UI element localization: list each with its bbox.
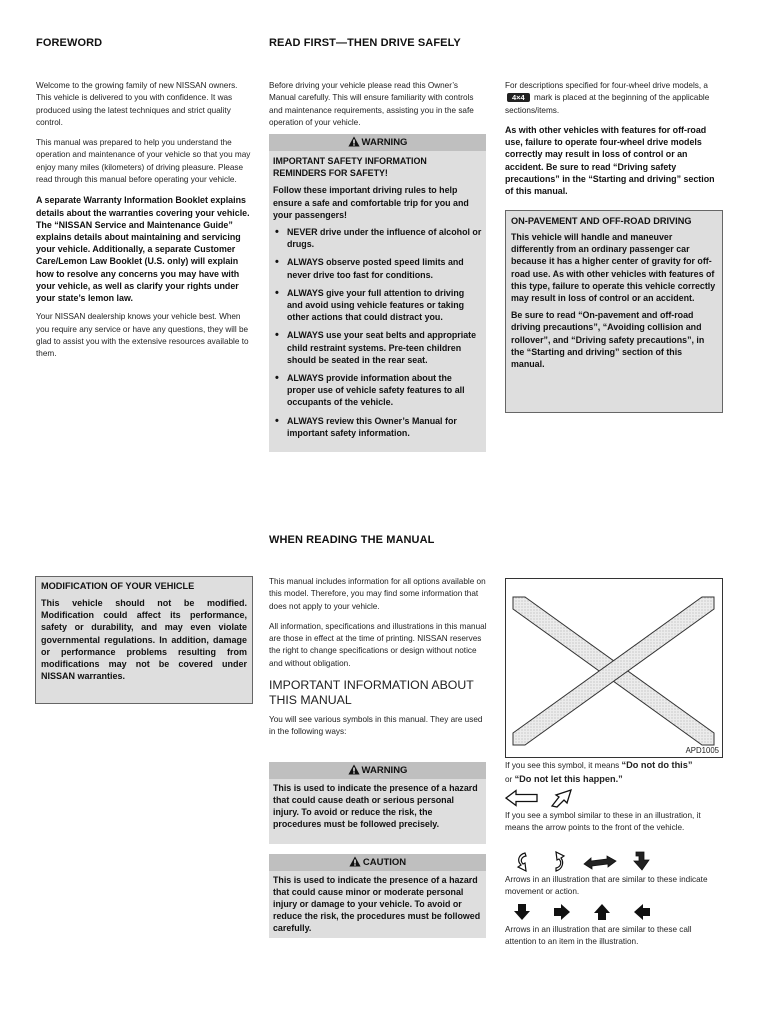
caution-triangle-icon	[349, 856, 361, 867]
on-pavement-title: ON-PAVEMENT AND OFF-ROAD DRIVING	[511, 216, 692, 226]
modification-body: This vehicle should not be modified. Modification could affect its performance, safety or durability, and may even violate governmental regulations. In addition, damage or performance problems resulting from modifications may not be covered under NISSAN warranties.	[41, 598, 247, 682]
caution-label: CAUTION	[362, 857, 407, 868]
movement-arrow-explanation: Arrows in an illustration that are similar to these indicate movement or action.	[505, 875, 708, 897]
four-by-four-badge-icon: 4×4	[507, 93, 530, 102]
double-arrow-icon	[583, 854, 617, 872]
arrow-down-icon	[513, 903, 531, 921]
do-not-or: or	[505, 774, 513, 784]
bent-arrow-icon	[631, 850, 653, 872]
attention-arrows-row	[505, 901, 725, 923]
reading-manual-heading: WHEN READING THE MANUAL	[269, 534, 435, 546]
important-info-subheading: IMPORTANT INFORMATION ABOUT THIS MANUAL	[269, 678, 474, 708]
arrow-up-icon	[593, 903, 611, 921]
foreword-warranty-paragraph: A separate Warranty Information Booklet explains details about the warranties covering your vehicle. The “NISSAN Service and Maintenance Guide” explains details about maintaining and servicing your vehicle. Additionally, a separate Customer Care/Lemon Law Booklet (U.S. only) will explain how to resolve any concerns you may have with your vehicle, as well as clarify your rights under your state’s lemon law.	[36, 195, 250, 303]
foreword-heading: FOREWORD	[36, 37, 103, 49]
curved-arrow-down-icon	[513, 851, 535, 873]
warning-triangle-icon	[348, 764, 360, 775]
foreword-section	[36, 80, 252, 368]
list-item: • ALWAYS use your seat belts and appropriate child restraint systems. Pre-teen children should be seated in the rear seat.	[273, 329, 482, 366]
warning-bar	[269, 762, 486, 779]
list-item: • ALWAYS observe posted speed limits and never drive too fast for conditions.	[273, 256, 482, 280]
caution-definition: This is used to indicate the presence of a hazard that could cause minor or moderate personal injury or damage to your vehicle. To avoid or reduce the risk, the procedures must be followed carefully.	[273, 875, 481, 933]
caution-definition-box	[269, 854, 486, 938]
reading-paragraph: You will see various symbols in this manual. They are used in the following ways:	[269, 715, 483, 737]
warning-definition-box	[269, 762, 486, 844]
warning-definition: This is used to indicate the presence of a hazard that could cause death or serious personal injury. To avoid or reduce the risk, the procedures must be followed precisely.	[273, 783, 478, 829]
on-pavement-box	[505, 210, 723, 413]
list-item: • NEVER drive under the influence of alcohol or drugs.	[273, 226, 482, 250]
front-arrow-angled-icon	[549, 788, 575, 808]
do-not-let-happen-text: “Do not let this happen.”	[514, 773, 623, 784]
fourwd-text: For descriptions specified for four-wheel drive models, a	[505, 81, 708, 90]
list-item: • ALWAYS review this Owner’s Manual for important safety information.	[273, 415, 482, 439]
fourwd-text: mark is placed at the beginning of the applicable sections/items.	[505, 93, 710, 115]
warning-lead: Follow these important driving rules to help ensure a safe and comfortable trip for you and your passengers!	[273, 185, 469, 220]
reading-manual-section	[269, 576, 487, 747]
foreword-paragraph: Welcome to the growing family of new NISSAN owners. This vehicle is delivered to you with confidence. It was produced using the latest techniques and strict quality control.	[36, 81, 238, 127]
arrow-right-icon	[553, 903, 571, 921]
do-not-explanation	[505, 759, 725, 786]
fourwd-caution-paragraph: As with other vehicles with features for off-road use, failure to operate four-wheel drive models correctly may result in loss of control or an accident. Be sure to read “Driving safety precautions” in the “Starting and driving” section of this manual.	[505, 124, 715, 196]
modification-box	[35, 576, 253, 704]
do-not-figure	[505, 578, 723, 758]
safety-rules-list	[273, 226, 482, 439]
do-not-do-this-text: “Do not do this”	[621, 760, 693, 770]
warning-label: WARNING	[361, 765, 408, 776]
front-arrows-row	[505, 788, 725, 808]
front-arrow-explanation: If you see a symbol similar to these in an illustration, it means the arrow points to the front of the vehicle.	[505, 811, 701, 833]
list-item: • ALWAYS provide information about the proper use of vehicle safety features to all occupants of the vehicle.	[273, 372, 482, 409]
reading-paragraph: All information, specifications and illustrations in this manual are those in effect at the time of printing. NISSAN reserves the right to change specifications or design without notice and without obligation.	[269, 621, 487, 668]
foreword-paragraph: Your NISSAN dealership knows your vehicle best. When you require any service or have any questions, they will be glad to assist you with the extensive resources available to them.	[36, 312, 249, 359]
arrow-left-icon	[633, 903, 651, 921]
fourwd-paragraph	[505, 80, 723, 117]
caution-bar	[269, 854, 486, 871]
modification-title: MODIFICATION OF YOUR VEHICLE	[41, 581, 195, 591]
warning-triangle-icon	[348, 136, 360, 147]
list-item: • ALWAYS give your full attention to driving and avoid using vehicle features or taking other actions that could distract you.	[273, 287, 482, 324]
read-first-heading: READ FIRST—THEN DRIVE SAFELY	[269, 37, 461, 49]
do-not-x-icon	[506, 579, 722, 757]
read-first-intro: Before driving your vehicle please read this Owner’s Manual carefully. This will ensure familiarity with controls and maintenance requirements, assisting you in the safe operation of your vehicle.	[269, 81, 474, 127]
on-pavement-paragraph: This vehicle will handle and maneuver differently from an ordinary passenger car because it has a higher center of gravity for off-road use. As with other vehicles with features of this type, failure to operate this vehicle correctly may result in loss of control or an accident.	[511, 232, 716, 304]
foreword-paragraph: This manual was prepared to help you understand the operation and maintenance of your vehicle so that you may enjoy many miles (kilometers) of driving pleasure. Please read through this manual before operating your vehicle.	[36, 138, 251, 185]
warning-label: WARNING	[361, 137, 408, 148]
movement-arrows-row	[505, 850, 725, 874]
warning-title: IMPORTANT SAFETY INFORMATION REMINDERS FOR SAFETY!	[273, 156, 427, 179]
reading-paragraph: This manual includes information for all options available on this model. Therefore, you may find some information that does not apply to your vehicle.	[269, 577, 486, 611]
front-arrow-outline-icon	[505, 789, 539, 807]
on-pavement-paragraph: Be sure to read “On-pavement and off-road driving precautions”, “Avoiding collision and rollover”, and “Driving safety precautions”, in the “Starting and driving” section of this manual.	[511, 310, 705, 370]
safety-warning-box	[269, 134, 486, 452]
do-not-prefix: If you see this symbol, it means	[505, 761, 620, 770]
figure-id-label: APD1005	[685, 746, 719, 755]
attention-arrow-explanation: Arrows in an illustration that are similar to these call attention to an item in the illustration.	[505, 925, 692, 947]
fourwd-section	[505, 80, 723, 204]
curved-arrow-up-icon	[549, 851, 571, 873]
warning-bar	[269, 134, 486, 151]
